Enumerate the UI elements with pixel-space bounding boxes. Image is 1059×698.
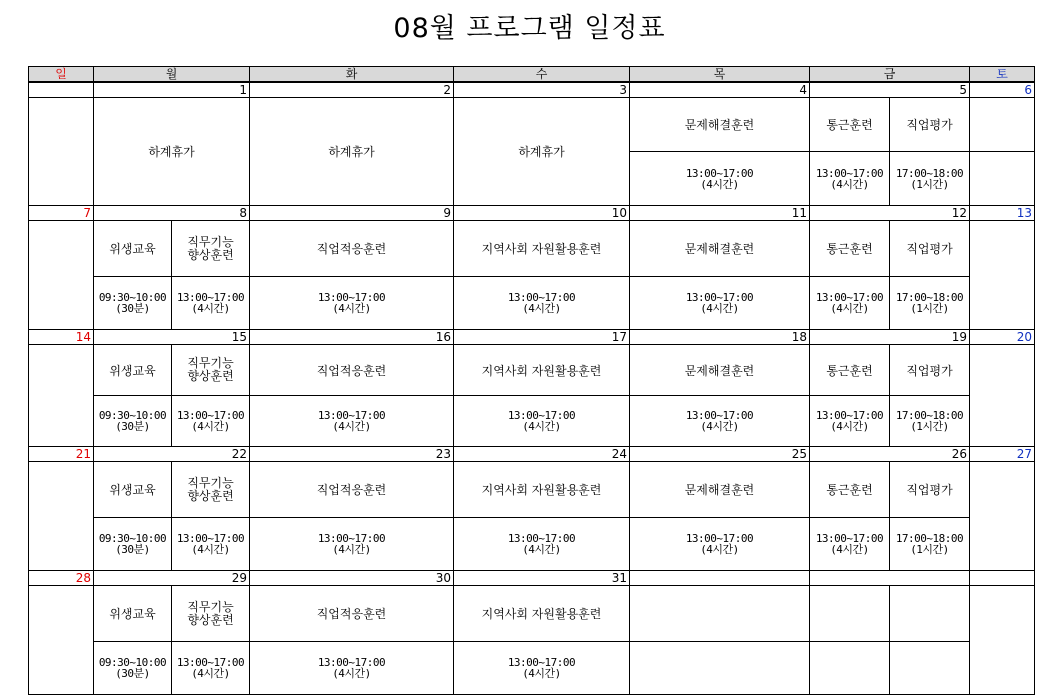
empty-cell <box>29 586 94 695</box>
time-cell: 17:00~18:00 (1시간) <box>890 518 970 571</box>
time-row <box>29 277 1035 330</box>
date-cell: 1 <box>94 82 250 98</box>
program-cell: 직업적응훈련 <box>250 462 454 518</box>
date-cell: 18 <box>630 330 810 345</box>
program-cell: 직무기능 향상훈련 <box>172 345 250 396</box>
program-cell: 직업평가 <box>890 462 970 518</box>
empty-cell <box>29 345 94 447</box>
date-cell: 29 <box>94 571 250 586</box>
date-cell: 26 <box>810 447 970 462</box>
empty-cell <box>970 586 1035 695</box>
date-cell: 8 <box>94 206 250 221</box>
date-cell <box>810 571 970 586</box>
date-cell <box>970 571 1035 586</box>
date-cell <box>29 82 94 98</box>
time-cell: 13:00~17:00 (4시간) <box>630 277 810 330</box>
day-header-sun: 일 <box>29 67 94 83</box>
empty-cell <box>970 98 1035 152</box>
time-cell: 13:00~17:00 (4시간) <box>454 642 630 695</box>
program-cell: 직업적응훈련 <box>250 586 454 642</box>
time-cell: 09:30~10:00 (30분) <box>94 518 172 571</box>
date-cell: 5 <box>810 82 970 98</box>
date-cell: 27 <box>970 447 1035 462</box>
date-row <box>29 447 1035 462</box>
time-row <box>29 518 1035 571</box>
program-cell: 직무기능 향상훈련 <box>172 221 250 277</box>
time-cell: 13:00~17:00 (4시간) <box>630 396 810 447</box>
program-cell: 직업적응훈련 <box>250 221 454 277</box>
time-cell: 13:00~17:00 (4시간) <box>250 518 454 571</box>
date-cell: 12 <box>810 206 970 221</box>
date-cell: 24 <box>454 447 630 462</box>
program-cell: 직업평가 <box>890 345 970 396</box>
empty-cell <box>810 642 890 695</box>
date-cell: 15 <box>94 330 250 345</box>
program-cell: 통근훈련 <box>810 221 890 277</box>
schedule-table <box>28 66 1035 695</box>
time-cell: 17:00~18:00 (1시간) <box>890 152 970 206</box>
empty-cell <box>810 586 890 642</box>
page-title: 08월 프로그램 일정표 <box>393 13 666 44</box>
date-cell: 17 <box>454 330 630 345</box>
time-cell: 13:00~17:00 (4시간) <box>172 518 250 571</box>
day-header-fri: 금 <box>810 67 970 83</box>
program-cell: 위생교육 <box>94 462 172 518</box>
program-cell: 지역사회 자원활용훈련 <box>454 586 630 642</box>
time-cell: 13:00~17:00 (4시간) <box>810 152 890 206</box>
date-cell: 20 <box>970 330 1035 345</box>
program-cell: 통근훈련 <box>810 345 890 396</box>
program-cell: 직업평가 <box>890 221 970 277</box>
time-cell: 13:00~17:00 (4시간) <box>630 518 810 571</box>
empty-cell <box>970 221 1035 330</box>
empty-cell <box>29 98 94 206</box>
date-cell: 4 <box>630 82 810 98</box>
date-cell: 25 <box>630 447 810 462</box>
time-cell: 13:00~17:00 (4시간) <box>172 642 250 695</box>
time-cell: 13:00~17:00 (4시간) <box>810 277 890 330</box>
time-cell: 13:00~17:00 (4시간) <box>810 518 890 571</box>
date-row <box>29 330 1035 345</box>
program-cell: 통근훈련 <box>810 462 890 518</box>
time-cell: 13:00~17:00 (4시간) <box>454 396 630 447</box>
program-cell: 문제해결훈련 <box>630 345 810 396</box>
date-cell: 6 <box>970 82 1035 98</box>
empty-cell <box>29 462 94 571</box>
program-cell: 위생교육 <box>94 345 172 396</box>
program-cell: 하계휴가 <box>250 98 454 206</box>
date-cell: 9 <box>250 206 454 221</box>
time-cell: 13:00~17:00 (4시간) <box>250 642 454 695</box>
empty-cell <box>890 586 970 642</box>
empty-cell <box>890 642 970 695</box>
empty-cell <box>970 345 1035 447</box>
date-cell: 10 <box>454 206 630 221</box>
date-cell: 19 <box>810 330 970 345</box>
day-header-wed: 수 <box>454 67 630 83</box>
time-row <box>29 642 1035 695</box>
program-cell: 직업적응훈련 <box>250 345 454 396</box>
date-row <box>29 571 1035 586</box>
date-cell <box>630 571 810 586</box>
program-cell: 통근훈련 <box>810 98 890 152</box>
date-cell: 21 <box>29 447 94 462</box>
time-cell: 13:00~17:00 (4시간) <box>172 396 250 447</box>
time-cell: 17:00~18:00 (1시간) <box>890 396 970 447</box>
date-cell: 7 <box>29 206 94 221</box>
time-cell: 13:00~17:00 (4시간) <box>630 152 810 206</box>
time-cell: 17:00~18:00 (1시간) <box>890 277 970 330</box>
program-cell: 지역사회 자원활용훈련 <box>454 462 630 518</box>
program-cell: 문제해결훈련 <box>630 462 810 518</box>
time-cell: 13:00~17:00 (4시간) <box>454 518 630 571</box>
empty-cell <box>970 462 1035 571</box>
program-row <box>29 98 1035 152</box>
program-cell: 위생교육 <box>94 221 172 277</box>
empty-cell <box>630 642 810 695</box>
date-cell: 16 <box>250 330 454 345</box>
date-row <box>29 82 1035 98</box>
date-cell: 31 <box>454 571 630 586</box>
date-cell: 3 <box>454 82 630 98</box>
time-cell: 13:00~17:00 (4시간) <box>172 277 250 330</box>
empty-cell <box>29 221 94 330</box>
date-cell: 2 <box>250 82 454 98</box>
program-cell: 지역사회 자원활용훈련 <box>454 221 630 277</box>
time-cell: 13:00~17:00 (4시간) <box>454 277 630 330</box>
program-row <box>29 462 1035 518</box>
program-cell: 문제해결훈련 <box>630 221 810 277</box>
day-header-mon: 월 <box>94 67 250 83</box>
program-cell: 직무기능 향상훈련 <box>172 586 250 642</box>
program-row <box>29 345 1035 396</box>
date-row <box>29 206 1035 221</box>
day-header-sat: 토 <box>970 67 1035 83</box>
program-cell: 직무기능 향상훈련 <box>172 462 250 518</box>
date-cell: 30 <box>250 571 454 586</box>
date-cell: 28 <box>29 571 94 586</box>
time-cell: 13:00~17:00 (4시간) <box>250 396 454 447</box>
program-cell: 위생교육 <box>94 586 172 642</box>
empty-cell <box>970 152 1035 206</box>
program-cell: 하계휴가 <box>94 98 250 206</box>
program-cell: 지역사회 자원활용훈련 <box>454 345 630 396</box>
date-cell: 11 <box>630 206 810 221</box>
date-cell: 22 <box>94 447 250 462</box>
time-cell: 09:30~10:00 (30분) <box>94 642 172 695</box>
program-row <box>29 221 1035 277</box>
program-cell: 하계휴가 <box>454 98 630 206</box>
empty-cell <box>630 586 810 642</box>
time-cell: 09:30~10:00 (30분) <box>94 396 172 447</box>
time-cell: 13:00~17:00 (4시간) <box>250 277 454 330</box>
program-cell: 문제해결훈련 <box>630 98 810 152</box>
date-cell: 23 <box>250 447 454 462</box>
program-cell: 직업평가 <box>890 98 970 152</box>
day-header-thu: 목 <box>630 67 810 83</box>
time-row <box>29 396 1035 447</box>
weekday-header-row <box>29 67 1035 83</box>
date-cell: 13 <box>970 206 1035 221</box>
program-row <box>29 586 1035 642</box>
date-cell: 14 <box>29 330 94 345</box>
time-cell: 09:30~10:00 (30분) <box>94 277 172 330</box>
time-cell: 13:00~17:00 (4시간) <box>810 396 890 447</box>
day-header-tue: 화 <box>250 67 454 83</box>
